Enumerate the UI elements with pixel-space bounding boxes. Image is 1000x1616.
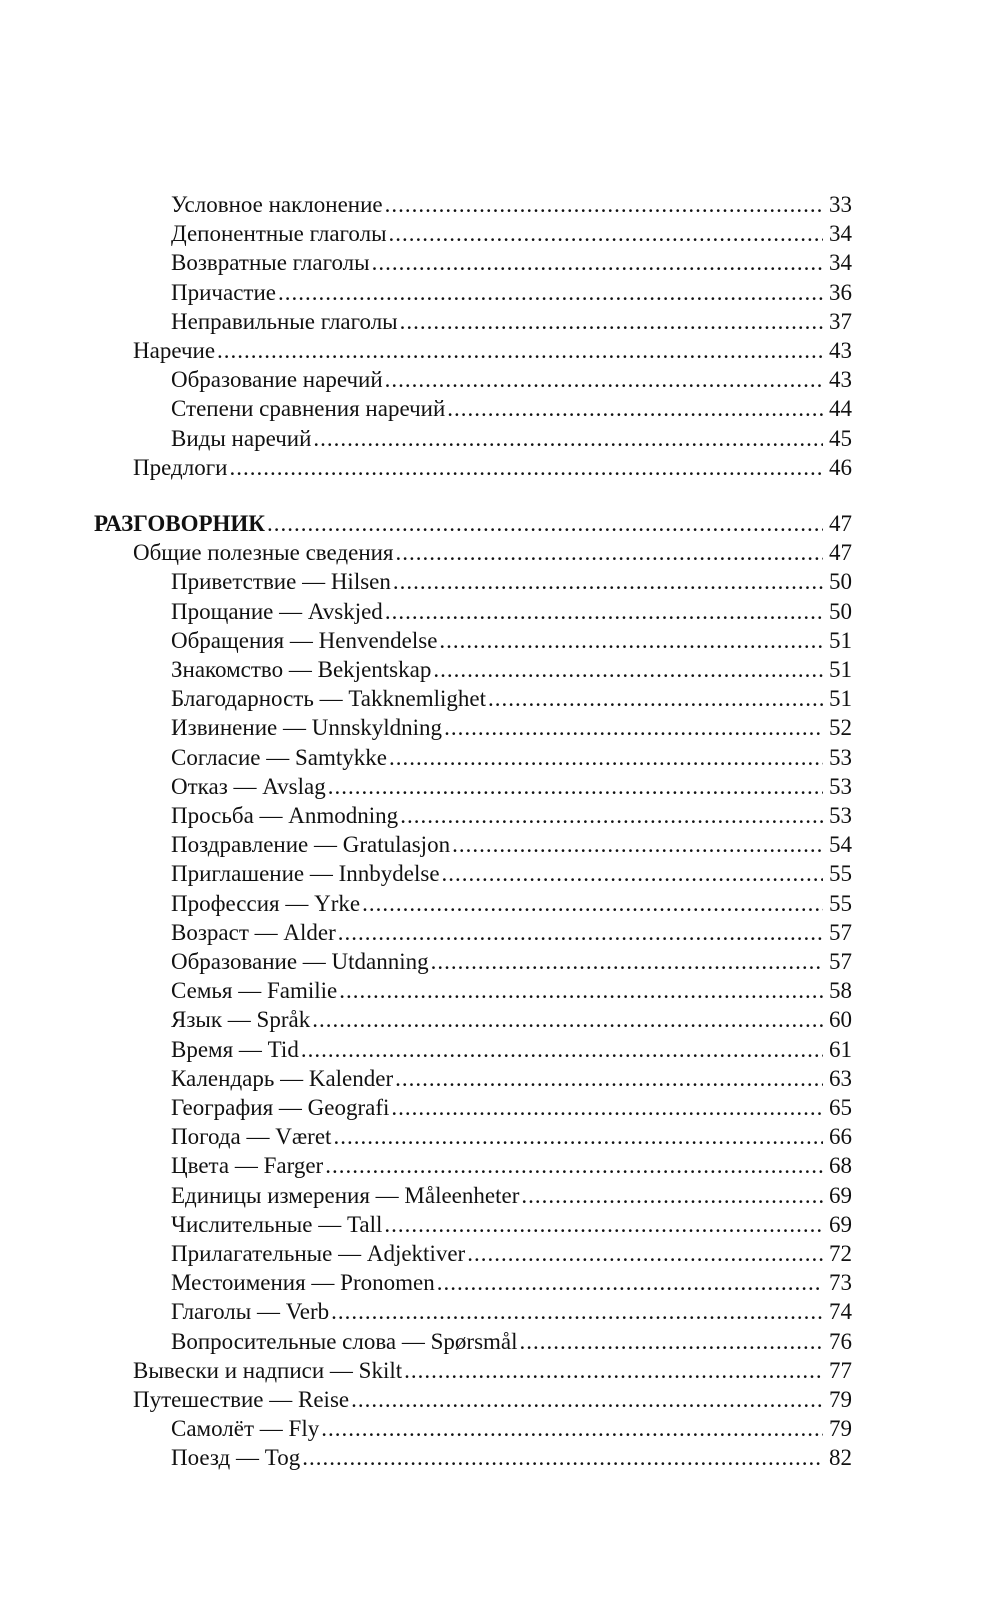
toc-entry-title: Виды наречий: [171, 425, 312, 451]
toc-entry: [171, 1064, 852, 1094]
dot-leader: [391, 1093, 823, 1123]
toc-entry: [133, 453, 852, 483]
dot-leader: [431, 947, 823, 977]
toc-entry-page-number: 52: [829, 715, 852, 741]
toc-entry: [133, 1385, 852, 1415]
toc-entry-page-number: 60: [829, 1007, 852, 1033]
toc-entry-page-number: 33: [829, 192, 852, 217]
dot-leader: [442, 859, 823, 889]
toc-entry-page-number: 46: [829, 454, 852, 480]
dot-leader: [312, 1005, 823, 1035]
dot-leader: [313, 424, 823, 454]
toc-entry-title: Просьба — Anmodning: [171, 803, 399, 828]
toc-entry-page-number: 53: [829, 773, 852, 799]
toc-entry-title: Депонентные глаголы: [171, 221, 387, 247]
toc-entry: [171, 1181, 852, 1211]
toc-entry-title: Язык — Språk: [171, 1007, 311, 1033]
toc-entry-title: Согласие — Samtykke: [171, 744, 388, 770]
dot-leader: [351, 1385, 823, 1415]
toc-entry-page-number: 55: [829, 861, 852, 887]
toc-entry-page-number: 51: [829, 686, 852, 712]
toc-entry-page-number: 74: [829, 1299, 852, 1325]
toc-entry-page-number: 34: [829, 250, 852, 276]
toc-entry-title: Общие полезные сведения: [133, 540, 394, 566]
toc-entry-page-number: 61: [829, 1036, 852, 1062]
dot-leader: [385, 190, 823, 220]
dot-leader: [385, 365, 823, 395]
dot-leader: [439, 626, 823, 656]
dot-leader: [229, 453, 823, 483]
dot-leader: [328, 772, 823, 802]
toc-entry: [171, 1443, 852, 1473]
toc-entry-title: Время — Tid: [171, 1036, 299, 1062]
toc-entry-page-number: 69: [829, 1182, 852, 1208]
toc-entry-title: Отказ — Avslag: [171, 773, 326, 799]
dot-leader: [404, 1356, 823, 1386]
toc-entry-title: Числительные — Tall: [171, 1211, 383, 1237]
dot-leader: [452, 830, 823, 860]
toc-entry-page-number: 34: [829, 221, 852, 247]
dot-leader: [389, 743, 823, 773]
toc-entry: [171, 889, 852, 919]
toc-entry: [171, 830, 852, 860]
dot-leader: [520, 1327, 823, 1357]
dot-leader: [384, 1210, 823, 1240]
toc-entry-title: Приветствие — Hilsen: [171, 569, 391, 595]
toc-section-heading: [94, 509, 852, 539]
toc-entry-page-number: 50: [829, 598, 852, 624]
toc-entry-page-number: 72: [829, 1241, 852, 1266]
toc-entry-title: Возвратные глаголы: [171, 250, 370, 276]
dot-leader: [395, 1064, 823, 1094]
toc-entry-title: Самолёт — Fly: [171, 1416, 320, 1442]
toc-entry-page-number: 37: [829, 308, 852, 334]
toc-entry: [171, 278, 852, 308]
toc-entry-page-number: 36: [829, 279, 852, 305]
toc-entry: [171, 772, 852, 802]
toc-entry-title: География — Geografi: [171, 1095, 390, 1120]
toc-entry: [171, 597, 852, 627]
toc-entry-title: Вывески и надписи — Skilt: [133, 1357, 403, 1383]
toc-entry: [133, 538, 852, 568]
toc-entry: [171, 626, 852, 656]
dot-leader: [385, 597, 823, 627]
toc-entry-title: Путешествие — Reise: [133, 1387, 350, 1412]
toc-entry-title: Степени сравнения наречий: [171, 396, 446, 422]
toc-entry-title: Условное наклонение: [171, 192, 383, 217]
toc-entry-title: Причастие: [171, 279, 276, 305]
toc-entry-page-number: 79: [829, 1387, 852, 1412]
toc-entry-title: Погода — Været: [171, 1124, 332, 1150]
toc-entry-page-number: 57: [829, 949, 852, 974]
toc-entry-title: Поезд — Tog: [171, 1445, 301, 1471]
toc-entry-page-number: 55: [829, 890, 852, 916]
toc-entry-title: Образование — Utdanning: [171, 949, 429, 974]
dot-leader: [433, 655, 823, 685]
toc-entry: [171, 976, 852, 1006]
toc-entry-page-number: 57: [829, 919, 852, 945]
toc-entry: [171, 1151, 852, 1181]
toc-entry-title: Благодарность — Takknemlighet: [171, 686, 486, 712]
dot-leader: [278, 278, 823, 308]
toc-entry: [171, 248, 852, 278]
toc-entry: [171, 307, 852, 337]
dot-leader: [321, 1414, 823, 1444]
toc-entry-page-number: 79: [829, 1416, 852, 1442]
dot-leader: [444, 713, 823, 743]
dot-leader: [396, 538, 823, 568]
toc-entry: [171, 190, 852, 220]
dot-leader: [447, 394, 823, 424]
toc-entry: [171, 1122, 852, 1152]
toc-entry-title: Цвета — Farger: [171, 1153, 324, 1179]
toc-entry: [171, 1035, 852, 1065]
toc-entry-page-number: 53: [829, 744, 852, 770]
dot-leader: [267, 509, 823, 539]
dot-leader: [437, 1268, 823, 1298]
dot-leader: [338, 918, 823, 948]
toc-entry-title: Предлоги: [133, 454, 228, 480]
toc-entry-title: Прощание — Avskjed: [171, 598, 383, 624]
dot-leader: [301, 1035, 823, 1065]
toc-entry-page-number: 43: [829, 338, 852, 363]
toc-entry: [171, 1327, 852, 1357]
dot-leader: [393, 567, 823, 597]
toc-entry-title: Извинение — Unnskyldning: [171, 715, 443, 741]
toc-entry-page-number: 43: [829, 367, 852, 393]
toc-entry-page-number: 66: [829, 1124, 852, 1150]
toc-entry-title: Профессия — Yrke: [171, 890, 361, 916]
toc-entry-page-number: 44: [829, 396, 852, 422]
dot-leader: [331, 1297, 823, 1327]
toc-entry-title: Знакомство — Bekjentskap: [171, 657, 432, 682]
dot-leader: [389, 219, 823, 249]
toc-entry: [171, 1297, 852, 1327]
toc-entry-page-number: 65: [829, 1095, 852, 1120]
toc-entry-page-number: 51: [829, 657, 852, 682]
dot-leader: [362, 889, 823, 919]
toc-entry: [171, 713, 852, 743]
toc-entry: [171, 365, 852, 395]
dot-leader: [217, 336, 823, 366]
toc-entry-title: Прилагательные — Adjektiver: [171, 1241, 466, 1266]
toc-entry: [133, 336, 852, 366]
toc-entry: [171, 1005, 852, 1035]
toc-entry-title: Семья — Familie: [171, 978, 338, 1004]
toc-entry: [171, 1239, 852, 1269]
toc-entry: [171, 219, 852, 249]
toc-entry-page-number: 77: [829, 1357, 852, 1383]
dot-leader: [488, 684, 823, 714]
dot-leader: [333, 1122, 823, 1152]
toc-entry: [171, 801, 852, 831]
toc-entry-page-number: 50: [829, 569, 852, 595]
toc-entry-title: Приглашение — Innbydelse: [171, 861, 440, 887]
toc-entry: [171, 859, 852, 889]
toc-entry-page-number: 82: [829, 1445, 852, 1471]
dot-leader: [372, 248, 823, 278]
toc-entry-page-number: 69: [829, 1211, 852, 1237]
toc-entry-page-number: 58: [829, 978, 852, 1004]
toc-entry-page-number: 47: [829, 540, 852, 566]
toc-entry-page-number: 51: [829, 627, 852, 653]
toc-entry-title: Поздравление — Gratulasjon: [171, 832, 451, 858]
toc-entry-title: Наречие: [133, 338, 216, 363]
toc-entry: [171, 424, 852, 454]
toc-entry-title: Обращения — Henvendelse: [171, 627, 438, 653]
toc-entry: [171, 394, 852, 424]
toc-entry-page-number: 54: [829, 832, 852, 858]
toc-entry: [133, 1356, 852, 1386]
dot-leader: [339, 976, 823, 1006]
toc-entry: [171, 743, 852, 773]
dot-leader: [400, 801, 823, 831]
toc-entry: [171, 1093, 852, 1123]
toc-entry-page-number: 68: [829, 1153, 852, 1179]
toc-entry: [171, 947, 852, 977]
toc-entry: [171, 1210, 852, 1240]
toc-entry-title: Местоимения — Pronomen: [171, 1270, 435, 1296]
dot-leader: [400, 307, 823, 337]
toc-entry-title: Образование наречий: [171, 367, 383, 393]
toc-entry: [171, 1414, 852, 1444]
toc-entry-title: Вопросительные слова — Spørsmål: [171, 1328, 518, 1354]
dot-leader: [467, 1239, 823, 1269]
toc-entry: [171, 655, 852, 685]
dot-leader: [325, 1151, 823, 1181]
toc-entry-title: Единицы измерения — Måleenheter: [171, 1182, 520, 1208]
toc-entry-title: Календарь — Kalender: [171, 1065, 394, 1091]
toc-entry-title: Глаголы — Verb: [171, 1299, 330, 1325]
toc-entry-page-number: 63: [829, 1065, 852, 1091]
toc-entry-title: Неправильные глаголы: [171, 308, 398, 334]
toc-entry: [171, 684, 852, 714]
toc-entry-page-number: 76: [829, 1328, 852, 1354]
toc-entry: [171, 567, 852, 597]
toc-entry: [171, 918, 852, 948]
toc-entry: [171, 1268, 852, 1298]
dot-leader: [302, 1443, 823, 1473]
toc-entry-page-number: 45: [829, 425, 852, 451]
dot-leader: [521, 1181, 823, 1211]
toc-entry-page-number: 53: [829, 803, 852, 828]
toc-entry-title: Возраст — Alder: [171, 919, 336, 945]
toc-entry-title: РАЗГОВОРНИК: [94, 511, 265, 536]
toc-entry-page-number: 47: [829, 511, 852, 536]
toc-entry-page-number: 73: [829, 1270, 852, 1296]
